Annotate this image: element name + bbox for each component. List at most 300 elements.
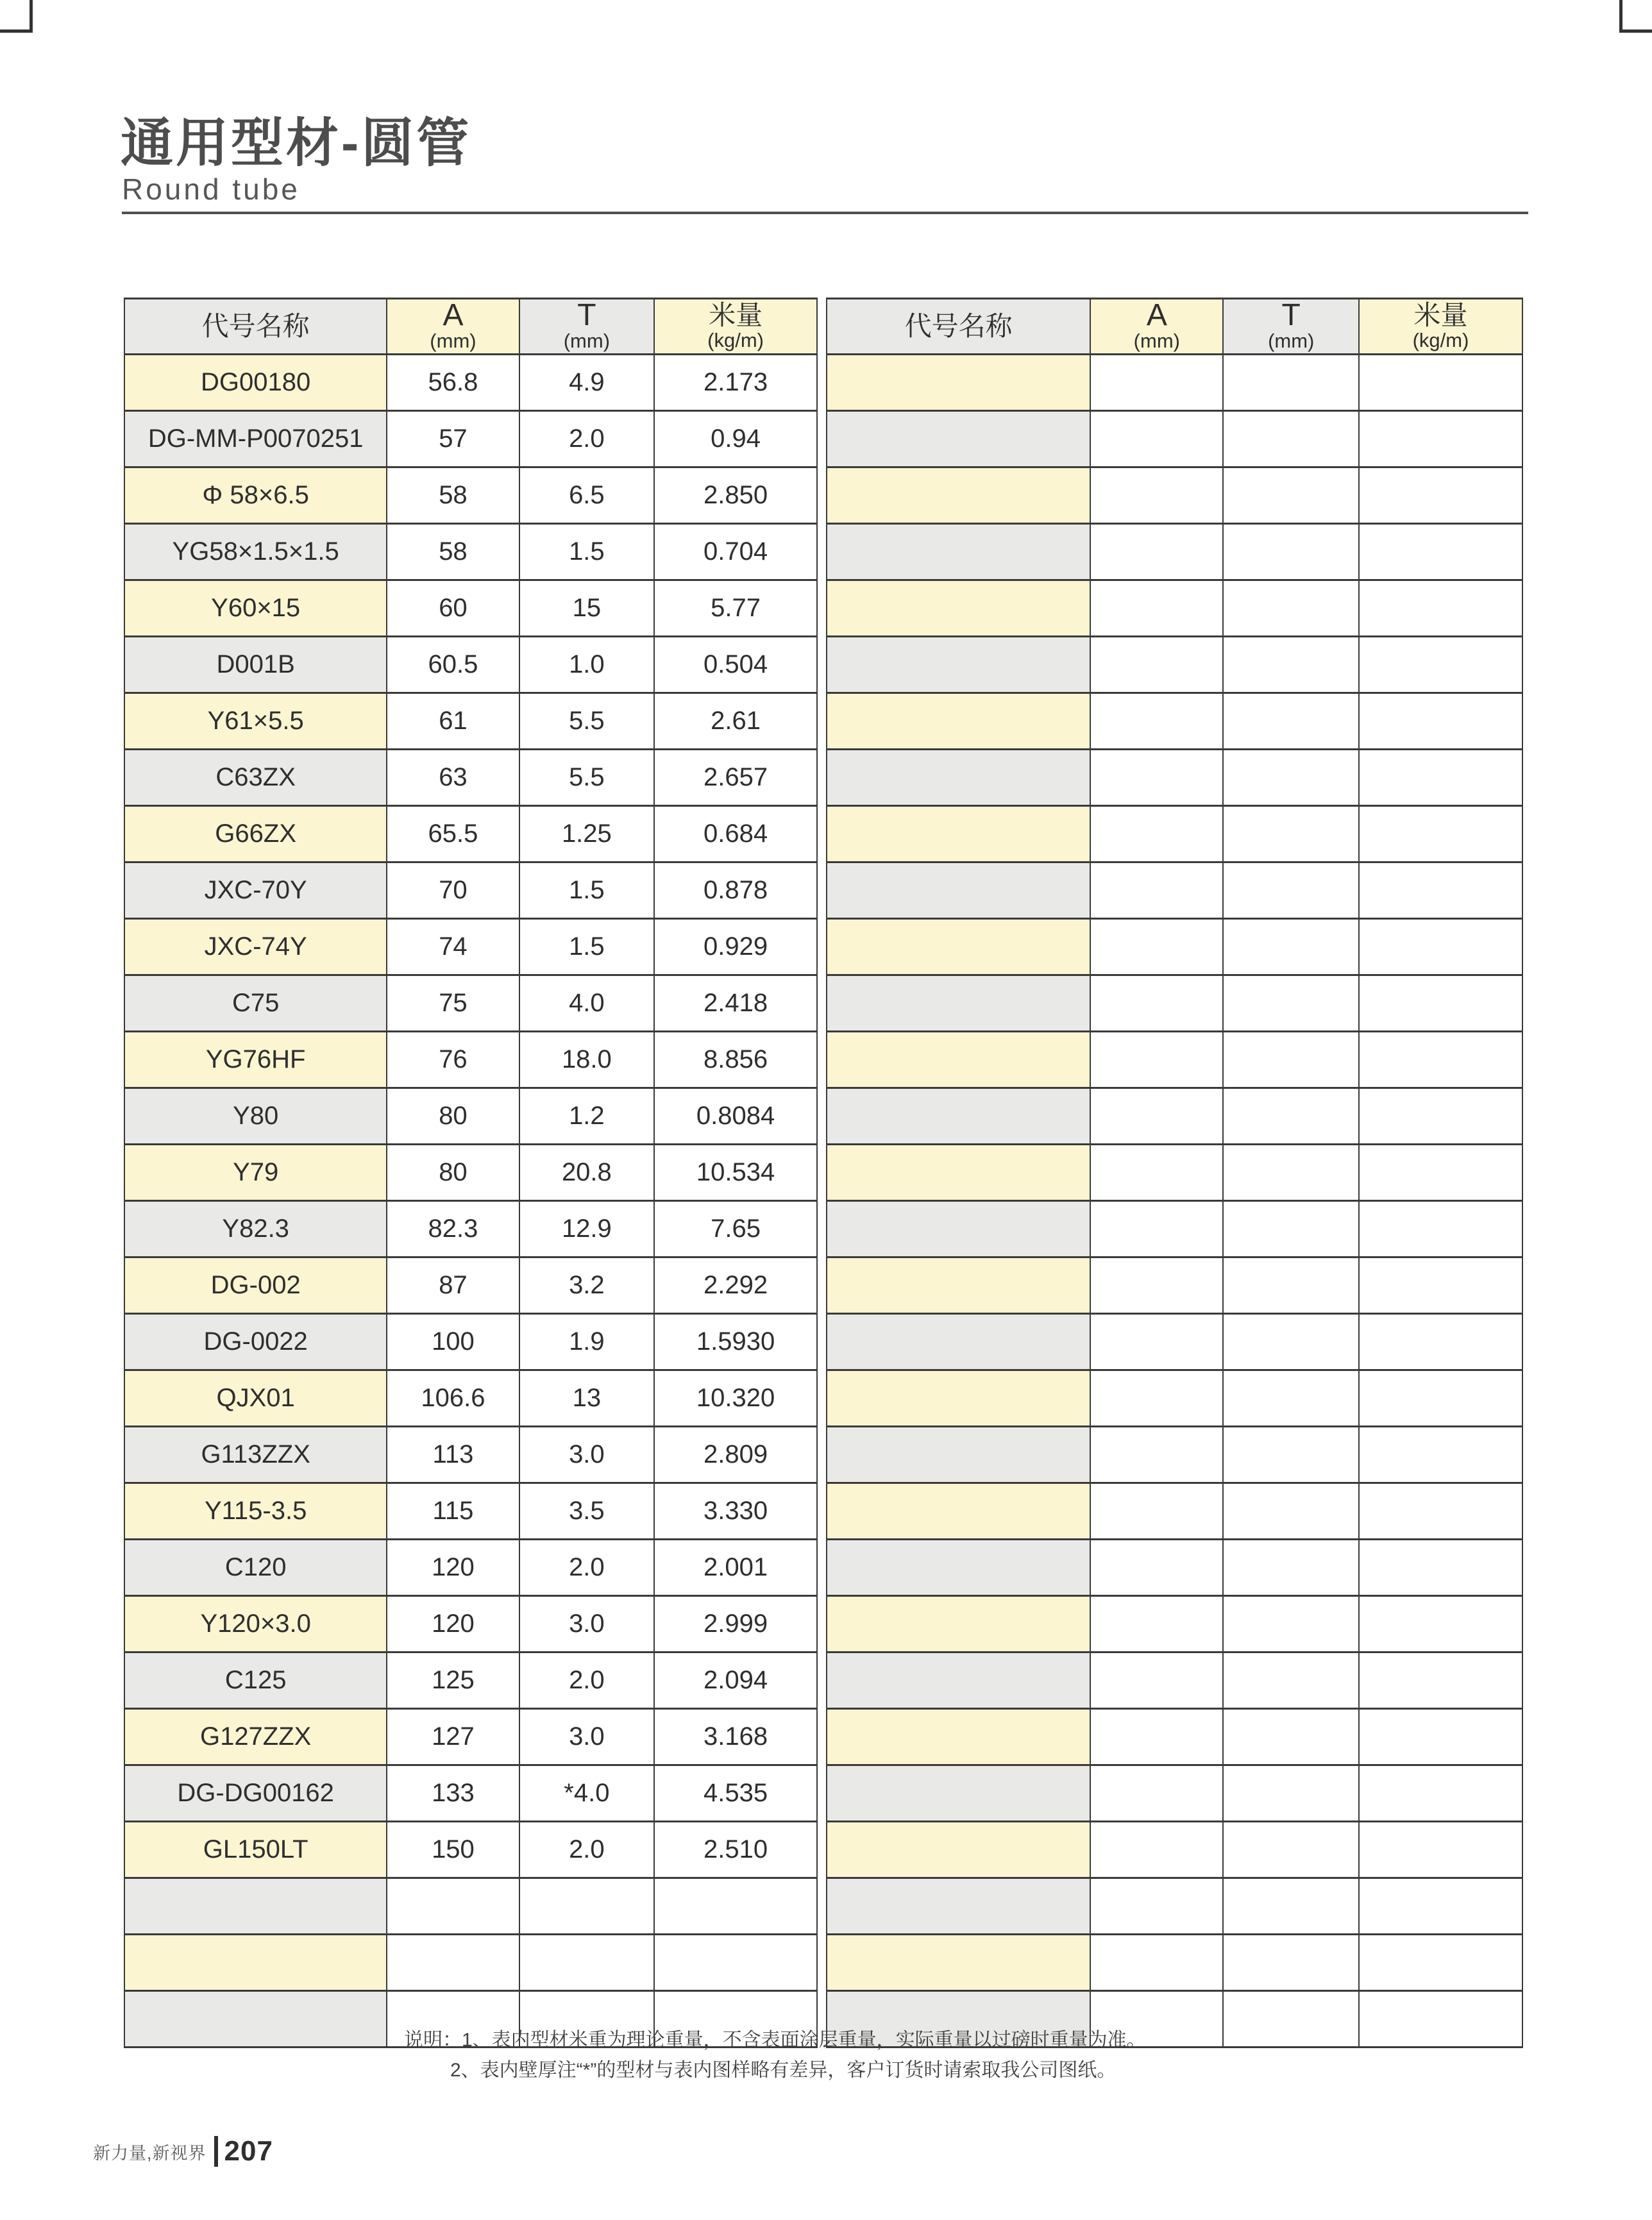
table-row (124, 524, 817, 580)
weight-value-cell (1359, 693, 1522, 750)
table-row (124, 1878, 817, 1935)
weight-value-cell (1359, 1257, 1522, 1314)
t-value-cell (1223, 1427, 1359, 1483)
profile-name-cell: DG-002 (124, 1257, 387, 1314)
table-header-row (827, 299, 1522, 355)
weight-value-cell (1359, 1878, 1522, 1935)
t-value-cell (519, 1935, 655, 1991)
profile-name-cell (827, 1652, 1090, 1709)
a-value-cell (1090, 1709, 1223, 1765)
table-row (827, 693, 1522, 750)
profile-name-cell (827, 1145, 1090, 1201)
table-row (124, 1201, 817, 1257)
weight-value-cell (1359, 1709, 1522, 1765)
profile-name-cell (827, 1596, 1090, 1652)
table-row (827, 1201, 1522, 1257)
table-row (827, 580, 1522, 637)
table-row (124, 693, 817, 750)
profile-name-cell (827, 1201, 1090, 1257)
header-a (1090, 299, 1223, 355)
a-value-cell (1090, 1145, 1223, 1201)
t-value-cell (1223, 637, 1359, 693)
table-row (124, 1088, 817, 1145)
t-value-cell: 2.0 (519, 1822, 655, 1878)
weight-value-cell: 2.850 (654, 467, 817, 524)
profile-name-cell: G113ZZX (124, 1427, 387, 1483)
t-value-cell: 1.9 (519, 1314, 655, 1370)
a-value-cell: 75 (387, 975, 519, 1032)
weight-value-cell (1359, 1427, 1522, 1483)
weight-value-cell (1359, 1596, 1522, 1652)
a-value-cell (1090, 1878, 1223, 1935)
t-value-cell (1223, 524, 1359, 580)
table-row (827, 919, 1522, 975)
weight-value-cell: 0.504 (654, 637, 817, 693)
a-value-cell: 120 (387, 1596, 519, 1652)
header-name-label: 代号名称 (904, 311, 1013, 341)
table-row (124, 1483, 817, 1540)
t-value-cell (1223, 1596, 1359, 1652)
weight-value-cell (1359, 750, 1522, 806)
profile-name-cell (124, 1878, 387, 1935)
a-value-cell (1090, 806, 1223, 862)
profile-name-cell (124, 1991, 387, 2048)
a-value-cell: 106.6 (387, 1370, 519, 1427)
a-value-cell (1090, 467, 1223, 524)
profile-name-cell (827, 1878, 1090, 1935)
weight-value-cell: 7.65 (654, 1201, 817, 1257)
table-row (827, 637, 1522, 693)
weight-value-cell (1359, 862, 1522, 919)
profile-name-cell: Y61×5.5 (124, 693, 387, 750)
header-weight-label: 米量 (709, 300, 763, 330)
header-weight (1359, 299, 1522, 355)
a-value-cell (1090, 1257, 1223, 1314)
a-value-cell (1090, 1596, 1223, 1652)
profile-name-cell (827, 1088, 1090, 1145)
weight-value-cell: 8.856 (654, 1032, 817, 1088)
profile-name-cell: QJX01 (124, 1370, 387, 1427)
t-value-cell: 18.0 (519, 1032, 655, 1088)
table-row (827, 1314, 1522, 1370)
profile-name-cell (827, 1483, 1090, 1540)
table-row (124, 1257, 817, 1314)
weight-value-cell (1359, 1991, 1522, 2048)
a-value-cell (387, 1935, 519, 1991)
profile-name-cell (827, 862, 1090, 919)
table-row (124, 975, 817, 1032)
weight-value-cell (1359, 637, 1522, 693)
a-value-cell (1090, 1935, 1223, 1991)
table-row (827, 1088, 1522, 1145)
note-line-1: 说明：1、表内型材米重为理论重量，不含表面涂层重量，实际重量以过磅时重量为准。 (404, 2030, 1146, 2051)
a-value-cell: 76 (387, 1032, 519, 1088)
a-value-cell: 80 (387, 1088, 519, 1145)
profile-name-cell (827, 1257, 1090, 1314)
weight-value-cell: 0.94 (654, 411, 817, 467)
weight-value-cell (1359, 1822, 1522, 1878)
a-value-cell (1090, 580, 1223, 637)
t-value-cell: 20.8 (519, 1145, 655, 1201)
profile-name-cell (827, 975, 1090, 1032)
profile-name-cell: Y80 (124, 1088, 387, 1145)
t-value-cell (1223, 1822, 1359, 1878)
t-value-cell: 2.0 (519, 1652, 655, 1709)
profile-name-cell: C63ZX (124, 750, 387, 806)
a-value-cell: 74 (387, 919, 519, 975)
profile-name-cell: JXC-74Y (124, 919, 387, 975)
t-value-cell (1223, 1483, 1359, 1540)
a-value-cell: 60.5 (387, 637, 519, 693)
weight-value-cell: 2.61 (654, 693, 817, 750)
round-tube-spec-table-left (124, 298, 818, 2048)
table-row (124, 411, 817, 467)
a-value-cell: 56.8 (387, 355, 519, 411)
a-value-cell (1090, 1370, 1223, 1427)
profile-name-cell: C75 (124, 975, 387, 1032)
profile-name-cell (124, 1935, 387, 1991)
table-row (124, 1935, 817, 1991)
weight-value-cell (1359, 524, 1522, 580)
round-tube-spec-table-right (826, 298, 1523, 2048)
weight-value-cell: 0.878 (654, 862, 817, 919)
t-value-cell: 4.9 (519, 355, 655, 411)
header-weight-unit: (kg/m) (1412, 329, 1469, 351)
t-value-cell: 6.5 (519, 467, 655, 524)
weight-value-cell (1359, 1935, 1522, 1991)
title-underline-rule (122, 212, 1528, 214)
table-row (827, 1596, 1522, 1652)
t-value-cell (1223, 1201, 1359, 1257)
weight-value-cell (1359, 580, 1522, 637)
t-value-cell (1223, 1878, 1359, 1935)
profile-name-cell: Φ 58×6.5 (124, 467, 387, 524)
t-value-cell: 1.5 (519, 524, 655, 580)
header-t (1223, 299, 1359, 355)
t-value-cell: 3.0 (519, 1427, 655, 1483)
weight-value-cell (1359, 1765, 1522, 1822)
profile-name-cell: JXC-70Y (124, 862, 387, 919)
a-value-cell (1090, 355, 1223, 411)
profile-name-cell: C125 (124, 1652, 387, 1709)
t-value-cell: *4.0 (519, 1765, 655, 1822)
profile-name-cell: Y60×15 (124, 580, 387, 637)
header-a-label: A (442, 298, 464, 332)
weight-value-cell: 1.5930 (654, 1314, 817, 1370)
crop-mark-top-left-vertical (30, 0, 33, 32)
table-row (827, 1032, 1522, 1088)
profile-name-cell: GL150LT (124, 1822, 387, 1878)
a-value-cell (1090, 1088, 1223, 1145)
crop-mark-top-right-vertical (1619, 0, 1622, 32)
weight-value-cell (1359, 1032, 1522, 1088)
a-value-cell: 125 (387, 1652, 519, 1709)
header-t-unit: (mm) (563, 330, 611, 352)
a-value-cell (1090, 1314, 1223, 1370)
profile-name-cell: Y115-3.5 (124, 1483, 387, 1540)
t-value-cell (1223, 1257, 1359, 1314)
table-row (827, 1540, 1522, 1596)
crop-mark-top-left-horizontal (0, 29, 33, 33)
weight-value-cell: 0.8084 (654, 1088, 817, 1145)
a-value-cell: 82.3 (387, 1201, 519, 1257)
t-value-cell (1223, 862, 1359, 919)
weight-value-cell: 10.534 (654, 1145, 817, 1201)
t-value-cell (1223, 1032, 1359, 1088)
weight-value-cell (1359, 467, 1522, 524)
t-value-cell: 1.5 (519, 862, 655, 919)
header-weight-unit: (kg/m) (707, 329, 764, 351)
table-row (827, 1145, 1522, 1201)
profile-name-cell (827, 750, 1090, 806)
t-value-cell: 5.5 (519, 750, 655, 806)
a-value-cell: 57 (387, 411, 519, 467)
a-value-cell (1090, 1652, 1223, 1709)
profile-name-cell (827, 1709, 1090, 1765)
t-value-cell (1223, 1709, 1359, 1765)
t-value-cell: 1.2 (519, 1088, 655, 1145)
t-value-cell: 15 (519, 580, 655, 637)
weight-value-cell (1359, 1201, 1522, 1257)
a-value-cell: 60 (387, 580, 519, 637)
weight-value-cell (1359, 1314, 1522, 1370)
a-value-cell (1090, 1540, 1223, 1596)
profile-name-cell (827, 1765, 1090, 1822)
weight-value-cell (1359, 411, 1522, 467)
t-value-cell: 13 (519, 1370, 655, 1427)
weight-value-cell (1359, 919, 1522, 975)
header-a-unit: (mm) (1133, 330, 1180, 352)
a-value-cell: 120 (387, 1540, 519, 1596)
t-value-cell (1223, 467, 1359, 524)
table-row (124, 1540, 817, 1596)
header-name (124, 299, 387, 355)
t-value-cell: 3.5 (519, 1483, 655, 1540)
table-row (827, 806, 1522, 862)
weight-value-cell: 2.510 (654, 1822, 817, 1878)
table-row (124, 750, 817, 806)
a-value-cell (387, 1878, 519, 1935)
t-value-cell (1223, 1370, 1359, 1427)
t-value-cell (1223, 975, 1359, 1032)
profile-name-cell (827, 1370, 1090, 1427)
weight-value-cell: 3.168 (654, 1709, 817, 1765)
weight-value-cell (1359, 1540, 1522, 1596)
a-value-cell (1090, 1483, 1223, 1540)
t-value-cell (1223, 693, 1359, 750)
a-value-cell (1090, 862, 1223, 919)
t-value-cell (1223, 750, 1359, 806)
weight-value-cell: 0.704 (654, 524, 817, 580)
profile-name-cell: Y120×3.0 (124, 1596, 387, 1652)
table-row (124, 580, 817, 637)
weight-value-cell (1359, 1652, 1522, 1709)
table-row (827, 750, 1522, 806)
weight-value-cell: 2.001 (654, 1540, 817, 1596)
header-t-unit: (mm) (1268, 330, 1315, 352)
header-t (519, 299, 655, 355)
header-t-label: T (1281, 298, 1301, 332)
weight-value-cell: 3.330 (654, 1483, 817, 1540)
weight-value-cell (1359, 1370, 1522, 1427)
table-row (827, 1427, 1522, 1483)
a-value-cell (1090, 750, 1223, 806)
page-footer (93, 2135, 273, 2167)
table-row (124, 1370, 817, 1427)
table-row (124, 1032, 817, 1088)
page-title-english: Round tube (122, 172, 300, 206)
weight-value-cell: 2.418 (654, 975, 817, 1032)
table-row (827, 524, 1522, 580)
weight-value-cell (654, 1935, 817, 1991)
t-value-cell: 1.25 (519, 806, 655, 862)
profile-name-cell: DG00180 (124, 355, 387, 411)
table-row (124, 1652, 817, 1709)
page-title-chinese: 通用型材-圆管 (121, 114, 472, 172)
t-value-cell: 3.2 (519, 1257, 655, 1314)
t-value-cell: 3.0 (519, 1709, 655, 1765)
table-row (124, 1427, 817, 1483)
table-row (124, 862, 817, 919)
weight-value-cell (1359, 355, 1522, 411)
table-row (124, 919, 817, 975)
weight-value-cell: 0.929 (654, 919, 817, 975)
weight-value-cell: 2.094 (654, 1652, 817, 1709)
profile-name-cell (827, 524, 1090, 580)
profile-name-cell (827, 1314, 1090, 1370)
footer-page-number: 207 (224, 2135, 273, 2167)
table-row (827, 355, 1522, 411)
profile-name-cell (827, 1032, 1090, 1088)
t-value-cell (1223, 580, 1359, 637)
a-value-cell (1090, 637, 1223, 693)
weight-value-cell: 2.657 (654, 750, 817, 806)
t-value-cell (1223, 1314, 1359, 1370)
weight-value-cell (1359, 1088, 1522, 1145)
profile-name-cell: Y79 (124, 1145, 387, 1201)
profile-name-cell: DG-MM-P0070251 (124, 411, 387, 467)
table-row (124, 1145, 817, 1201)
header-a-unit: (mm) (430, 330, 476, 352)
table-row (827, 1257, 1522, 1314)
profile-name-cell (827, 919, 1090, 975)
weight-value-cell: 2.809 (654, 1427, 817, 1483)
table-row (827, 1709, 1522, 1765)
table-row (827, 1935, 1522, 1991)
profile-name-cell: YG58×1.5×1.5 (124, 524, 387, 580)
table-row (827, 862, 1522, 919)
weight-value-cell (1359, 806, 1522, 862)
weight-value-cell: 0.684 (654, 806, 817, 862)
a-value-cell: 58 (387, 467, 519, 524)
profile-name-cell: G127ZZX (124, 1709, 387, 1765)
profile-name-cell: DG-DG00162 (124, 1765, 387, 1822)
profile-name-cell: D001B (124, 637, 387, 693)
table-row (827, 411, 1522, 467)
a-value-cell (1090, 1032, 1223, 1088)
table-row (124, 1709, 817, 1765)
a-value-cell (1090, 693, 1223, 750)
note-line-2: 2、表内壁厚注“*”的型材与表内图样略有差异，客户订货时请索取我公司图纸。 (450, 2060, 1117, 2081)
t-value-cell: 2.0 (519, 1540, 655, 1596)
t-value-cell (519, 1878, 655, 1935)
a-value-cell (1090, 1427, 1223, 1483)
a-value-cell: 127 (387, 1709, 519, 1765)
footer-brand-slogan: 新力量,新视界 (93, 2143, 206, 2163)
table-row (124, 467, 817, 524)
header-weight-label: 米量 (1413, 300, 1468, 330)
weight-value-cell: 2.292 (654, 1257, 817, 1314)
weight-value-cell (1359, 1145, 1522, 1201)
t-value-cell: 12.9 (519, 1201, 655, 1257)
a-value-cell: 61 (387, 693, 519, 750)
profile-name-cell: YG76HF (124, 1032, 387, 1088)
a-value-cell: 70 (387, 862, 519, 919)
profile-name-cell (827, 1540, 1090, 1596)
table-notes (404, 2025, 1146, 2085)
weight-value-cell: 2.999 (654, 1596, 817, 1652)
t-value-cell: 2.0 (519, 411, 655, 467)
t-value-cell (1223, 806, 1359, 862)
table-row (827, 1878, 1522, 1935)
header-a (387, 299, 519, 355)
t-value-cell: 1.5 (519, 919, 655, 975)
weight-value-cell: 2.173 (654, 355, 817, 411)
table-row (124, 806, 817, 862)
table-row (827, 1483, 1522, 1540)
profile-name-cell: Y82.3 (124, 1201, 387, 1257)
profile-name-cell (827, 467, 1090, 524)
t-value-cell (1223, 1145, 1359, 1201)
a-value-cell (1090, 524, 1223, 580)
table-row (827, 467, 1522, 524)
t-value-cell: 5.5 (519, 693, 655, 750)
a-value-cell (1090, 1201, 1223, 1257)
a-value-cell: 113 (387, 1427, 519, 1483)
table-header-row (124, 299, 817, 355)
t-value-cell (1223, 411, 1359, 467)
table-row (827, 1822, 1522, 1878)
a-value-cell (1090, 919, 1223, 975)
t-value-cell (1223, 1765, 1359, 1822)
t-value-cell (1223, 919, 1359, 975)
table-row (124, 1314, 817, 1370)
header-weight (654, 299, 817, 355)
table-row (124, 637, 817, 693)
profile-name-cell: C120 (124, 1540, 387, 1596)
a-value-cell: 100 (387, 1314, 519, 1370)
t-value-cell: 4.0 (519, 975, 655, 1032)
header-t-label: T (577, 298, 596, 332)
table-row (827, 1765, 1522, 1822)
weight-value-cell: 10.320 (654, 1370, 817, 1427)
profile-name-cell (827, 580, 1090, 637)
profile-name-cell (827, 355, 1090, 411)
profile-name-cell (827, 411, 1090, 467)
profile-name-cell (827, 1935, 1090, 1991)
table-row (827, 1652, 1522, 1709)
profile-name-cell (827, 693, 1090, 750)
crop-mark-top-right-horizontal (1619, 29, 1652, 33)
t-value-cell (1223, 1088, 1359, 1145)
profile-name-cell (827, 637, 1090, 693)
table-row (124, 1596, 817, 1652)
a-value-cell: 87 (387, 1257, 519, 1314)
table-row (827, 975, 1522, 1032)
weight-value-cell (654, 1878, 817, 1935)
a-value-cell: 150 (387, 1822, 519, 1878)
a-value-cell (1090, 1765, 1223, 1822)
